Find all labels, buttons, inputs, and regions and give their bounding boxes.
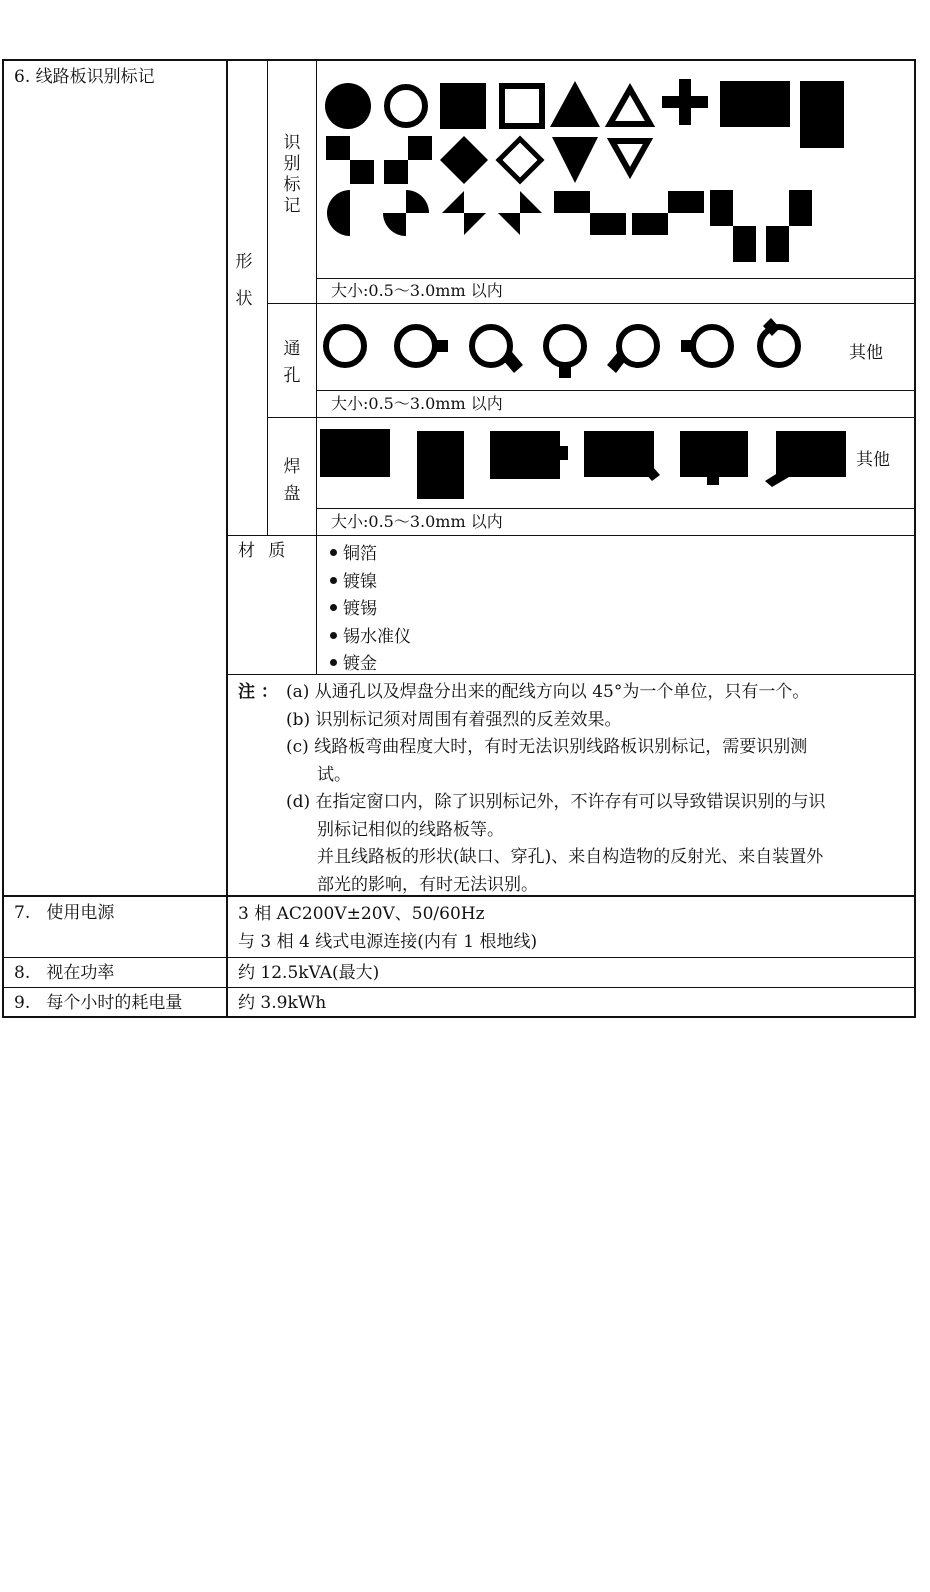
- pad-tail-left-diagonal-icon: [776, 431, 846, 477]
- pad-tall-icon: [417, 431, 464, 499]
- hollow-diamond-icon: [499, 139, 541, 181]
- apparent-power-value: 约 12.5kVA(最大): [238, 963, 380, 983]
- list-item: 铜箔: [330, 541, 411, 569]
- pad-tail-down-icon: [680, 431, 748, 477]
- quarter-circles-icon: [327, 190, 373, 236]
- power-supply-line1: 3 相 AC200V±20V、50/60Hz: [238, 904, 485, 924]
- column-divider: [316, 61, 317, 674]
- checker-reversed-icon: [384, 136, 432, 184]
- identification-mark-shapes: [320, 75, 910, 277]
- row-divider: [268, 303, 914, 304]
- note-prefix: 注 ：: [238, 682, 278, 702]
- hollow-down-triangle-icon: [612, 141, 648, 173]
- down-triangle-icon: [552, 137, 598, 183]
- note-d-line3: 并且线路板的形状(缺口、穿孔)、来自构造物的反射光、来自装置外: [317, 847, 824, 867]
- note-c-line2: 试。: [317, 764, 351, 785]
- step-vertical-icon: [710, 190, 756, 262]
- via-label: 通 孔: [283, 339, 301, 386]
- power-supply-line2: 与 3 相 4 线式电源连接(内有 1 根地线): [238, 932, 538, 952]
- via-circle-icon: [326, 327, 364, 365]
- pad-square-icon: [320, 429, 390, 477]
- list-item: 锡水准仪: [330, 624, 411, 652]
- column-divider: [226, 61, 228, 1016]
- via-shapes: [320, 316, 820, 386]
- step-up-icon: [632, 191, 704, 235]
- bowtie-reversed-icon: [498, 191, 542, 235]
- via-tab-right-icon: [397, 327, 435, 365]
- checker-icon: [326, 136, 374, 184]
- row-divider: [4, 987, 914, 988]
- list-item: 镀锡: [330, 596, 411, 624]
- step-down-icon: [554, 191, 626, 235]
- filled-triangle-icon: [550, 81, 600, 127]
- filled-square-icon: [440, 83, 486, 129]
- row-divider: [228, 535, 914, 536]
- via-size-text: 大小:0.5～3.0mm 以内: [331, 394, 503, 413]
- section-8-label: 8. 视在功率: [14, 963, 115, 983]
- note-d-line1: (d) 在指定窗口内，除了识别标记外，不许存有可以导致错误识别的与识: [286, 792, 826, 812]
- via-notch-icon: [760, 327, 798, 365]
- hollow-triangle-icon: [610, 89, 650, 124]
- note-b: (b) 识别标记须对周围有着强烈的反差效果。: [286, 709, 622, 730]
- row-divider: [4, 957, 914, 958]
- note-c-line1: (c) 线路板弯曲程度大时，有时无法识别线路板识别标记，需要识别测: [286, 737, 808, 757]
- hollow-circle-icon: [387, 87, 425, 125]
- bowtie-icon: [442, 191, 486, 235]
- section-6-label: 6. 线路板识别标记: [14, 67, 155, 87]
- pad-other-text: 其他: [856, 450, 890, 470]
- hollow-square-icon: [502, 86, 542, 126]
- list-item: 镀镍: [330, 569, 411, 597]
- tall-rectangle-icon: [800, 81, 844, 148]
- note-a: (a) 从通孔以及焊盘分出来的配线方向以 45°为一个单位，只有一个。: [286, 682, 810, 702]
- pad-size-text: 大小:0.5～3.0mm 以内: [331, 512, 503, 531]
- material-list: [330, 541, 411, 679]
- shape-label: 形 状: [235, 252, 253, 309]
- hourly-consumption-value: 约 3.9kWh: [238, 993, 327, 1013]
- row-divider: [317, 390, 914, 391]
- row-divider: [317, 508, 914, 509]
- pad-shapes: [320, 429, 850, 501]
- spec-table: [2, 59, 916, 1018]
- filled-circle-icon: [325, 83, 371, 129]
- note-d-line4: 部光的影响，有时无法识别。: [317, 874, 538, 895]
- row-divider: [268, 417, 914, 418]
- filled-rectangle-icon: [720, 81, 790, 127]
- pad-tab-right-icon: [490, 431, 560, 479]
- column-divider: [267, 61, 268, 535]
- mark-size-text: 大小:0.5～3.0mm 以内: [331, 281, 503, 300]
- section-9-label: 9. 每个小时的耗电量: [14, 993, 183, 1013]
- mark-label: 识 别 标 记: [283, 133, 301, 216]
- quarter-circles-reversed-icon: [383, 190, 429, 236]
- pad-label: 焊 盘: [283, 457, 301, 504]
- material-label: 材 质: [238, 541, 290, 561]
- step-vertical-reversed-icon: [766, 190, 812, 262]
- list-item: 镀金: [330, 651, 411, 679]
- pad-tail-diagonal-icon: [584, 431, 654, 477]
- filled-diamond-icon: [440, 136, 488, 184]
- note-d-line2: 别标记相似的线路板等。: [317, 819, 504, 840]
- via-other-text: 其他: [849, 343, 883, 363]
- section-7-label: 7. 使用电源: [14, 903, 115, 923]
- via-tab-left-icon: [693, 327, 731, 365]
- row-divider: [317, 278, 914, 279]
- via-tail-down-icon: [546, 327, 584, 365]
